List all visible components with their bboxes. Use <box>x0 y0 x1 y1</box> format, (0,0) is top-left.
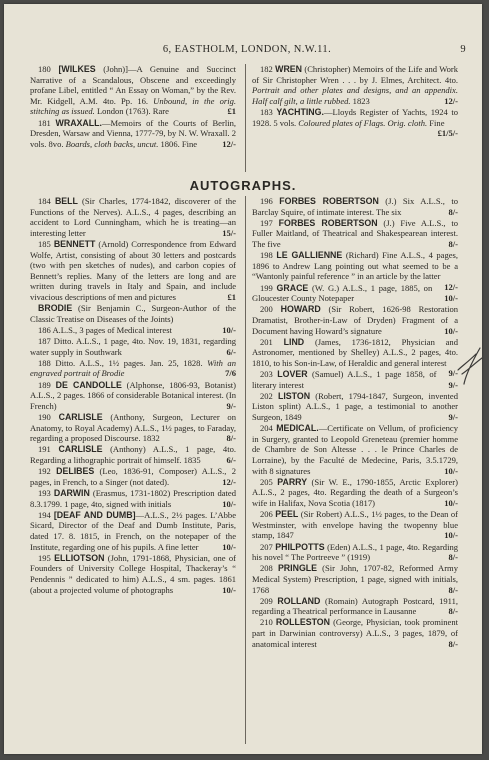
entry-description: (Arnold) Correspondence from Edward Wolfe, Artist, consisting of about 30 letters and postcards (two with pen sketches of nudes), and carbon copies of Bennett’s replies. Many of the letters are long and are written during travels in Italy and Spain, and include vivacious descriptions of men and pictures <box>30 238 236 302</box>
entry-number: 203 <box>260 369 278 380</box>
entry-description: —Memoirs of the Courts of Berlin, Dresden, Warsaw and Vienna, 1777-79, by N. W. Wraxall. 2 vols. 8vo. <box>30 117 236 149</box>
entry-description: (Sir Charles, 1774-1842, discoverer of the Functions of the Nerves). A.L.S., 4 pages, describing an accident to Lord Cunningham, which he is treating—an interesting letter <box>30 196 236 238</box>
entry-number: 205 <box>260 476 278 487</box>
entry-description: —Certificate on Vellum, of proficiency in Surgery, granted to Leopold Greneteau (premier homme de Chambre de Son Altesse . . . le Prince Charles de Lorraine), by the Faculté de Medecine, Paris, 3.5.1729, with 8 signatures <box>252 423 458 476</box>
entry-description: (Sir John, 1707-82, Reformed Army Medical System) Prescription, 1 page, signed with initials, 1768 <box>252 563 458 595</box>
page-header <box>28 44 466 58</box>
entry-description: (George, Physician, took prominent part in Darwinian controversy) A.L.S., 3 pages, 1879, of anatomical interest <box>252 617 458 649</box>
catalogue-entry <box>30 196 236 238</box>
entry-price: 12/- <box>444 95 458 106</box>
catalogue-entry <box>30 118 236 150</box>
catalogue-entry <box>252 304 458 336</box>
entry-price: 8/- <box>448 552 458 563</box>
entry-heading: CARLISLE <box>58 412 103 423</box>
catalogue-entry <box>252 64 458 106</box>
catalogue-entry <box>252 196 458 217</box>
entry-number: 192 <box>38 466 57 477</box>
entry-description: (Richard) Fine A.L.S., 4 pages, 1896 to Andrew Lang pointing out what seemed to be a “Wantonly painful reference ” in an article by the latter <box>252 250 458 282</box>
entry-price: 8/- <box>226 433 236 444</box>
entry-heading: LIND <box>283 336 305 347</box>
catalogue-entry <box>252 283 458 304</box>
entry-heading: FORBES ROBERTSON <box>278 217 378 228</box>
page-header-title: 6, EASTHOLM, LONDON, N.W.11. <box>162 44 332 55</box>
entry-price: £1 <box>227 291 236 302</box>
entry-price: 12/- <box>444 281 458 292</box>
catalogue-entry <box>252 617 458 649</box>
entry-number: 200 <box>260 304 281 315</box>
entry-price: 15/- <box>222 227 236 238</box>
entry-description: (Leo, 1836-91, Composer) A.L.S., 2 pages, in French, to a Singer (not dated). <box>30 466 236 487</box>
entry-price: 10/- <box>444 497 458 508</box>
catalogue-entry <box>30 444 236 465</box>
entry-description: (W. G.) A.L.S., 1 page, 1885, on Gloucester County Notepaper <box>252 282 433 304</box>
entry-price: 10/- <box>222 324 236 335</box>
entry-price: 10/- <box>444 530 458 541</box>
entry-number: 186 <box>38 324 53 335</box>
entry-heading: DARWIN <box>53 487 90 498</box>
entry-heading: BENNETT <box>53 238 96 249</box>
entry-number: 190 <box>38 412 59 423</box>
entry-description: (Christopher) Memoirs of the Life and Work of Sir Christopher Wren . . . by J. Elmes, Architect. 4to. <box>252 64 458 85</box>
entry-description: (Eden) A.L.S., 1 page, 4to. Regarding his novel “ The Portreeve ” (1919) <box>252 541 458 563</box>
entry-description: (Erasmus, 1731-1802) Prescription dated 8.3.1799. 1 page, 4to, signed with initials <box>30 487 236 509</box>
catalogue-entry <box>30 510 236 552</box>
entry-number: 185 <box>38 238 54 249</box>
entry-number: 201 <box>260 336 284 347</box>
entry-number: 198 <box>260 250 277 261</box>
entry-description: (John)]—A Genuine and Succinct Narrative of a Scandalous, Obscene and exceedingly profane Libel, entitled “ An Essay on Woman,” by the Rev. Mr. Kidgell, A.M. 4to. Pp. 16. <box>30 64 236 106</box>
entry-description: (Romain) Autograph Postcard, 1911, regarding a Theatrical performance in Lausanne <box>252 595 458 617</box>
entry-number: 183 <box>260 106 277 117</box>
entry-heading: HOWARD <box>280 304 321 315</box>
entry-heading: FORBES ROBERTSON <box>279 196 379 206</box>
entry-number: 209 <box>260 595 278 606</box>
entry-number: 197 <box>260 217 279 228</box>
entry-date-note: 1806. Fine <box>158 138 198 149</box>
entry-heading: MEDICAL. <box>276 423 319 434</box>
catalogue-entry <box>252 563 458 595</box>
entry-heading: ROLLAND <box>277 595 321 606</box>
entry-price: 10/- <box>222 584 236 595</box>
entry-heading: WREN <box>275 64 303 74</box>
entry-heading: ELLIOTSON <box>54 552 105 563</box>
catalogue-entry <box>30 64 236 117</box>
entry-price: £1 <box>227 106 236 117</box>
entry-price: 8/- <box>448 606 458 617</box>
entry-description: —A.L.S., 2½ pages. L’Abbe Sicard, Director of the Deaf and Dumb Institute, Paris, dated 17. 8. 1815, in French, on the notepaper of the Institute, regarding one of his pupils. A fine letter <box>30 509 236 552</box>
catalogue-entry <box>30 466 236 487</box>
entry-description: (J.) Six A.L.S., to Barclay Squire, of intimate interest. The six <box>252 196 458 217</box>
entry-number: 196 <box>260 196 280 206</box>
entry-number: 189 <box>38 379 56 390</box>
catalogue-entry <box>30 488 236 509</box>
entry-heading: PHILPOTTS <box>275 541 325 552</box>
entry-price: 12/- <box>222 138 236 149</box>
entry-number: 210 <box>260 617 276 628</box>
entry-number: 181 <box>38 117 56 128</box>
entry-heading: GRACE <box>276 282 309 293</box>
entry-heading: YACHTING. <box>276 106 324 117</box>
entry-description: (Sir Benjamin C., Surgeon-Author of the Classic Treatise on Diseases of the Joints) <box>30 303 236 324</box>
entry-number: 206 <box>260 509 276 520</box>
catalogue-entry <box>252 542 458 563</box>
entry-heading: BRODIE <box>38 303 73 314</box>
catalogue-entry <box>252 106 458 139</box>
catalogue-entry <box>30 239 236 303</box>
section-title-autographs: AUTOGRAPHS. <box>189 178 297 193</box>
catalogue-entry <box>252 477 458 509</box>
autographs-left-column <box>30 196 236 596</box>
entry-number: 182 <box>260 64 276 74</box>
entry-heading: [DEAF AND DUMB] <box>53 509 136 520</box>
autographs-column-divider <box>245 196 246 744</box>
entry-price: 9/- <box>448 412 458 423</box>
catalogue-entry <box>252 509 458 541</box>
entry-description: (Anthony) A.L.S., 1 page, 4to. Regarding a lithographic portrait of himself. 1835 <box>30 444 236 465</box>
catalogue-entry <box>30 412 236 444</box>
entry-number: 187 <box>38 336 54 347</box>
entry-heading: DE CANDOLLE <box>55 379 122 390</box>
entry-price: 8/- <box>448 238 458 249</box>
entry-price: 9/- <box>448 379 458 390</box>
entry-description: —Lloyds Register of Yachts, 1924 to 1928. 5 vols. <box>252 106 458 128</box>
entry-description: (Sir W. E., 1790-1855, Arctic Explorer) A.L.S., 2 pages, 4to. Regarding the death of a Surgeon’s wife in Halifax, Nova Scotia (1817) <box>252 476 458 508</box>
entry-description: Ditto. A.L.S., 1½ pages. Jan. 25, 1828. <box>55 357 203 368</box>
top-left-column <box>30 64 236 150</box>
entry-number: 188 <box>38 357 56 368</box>
entry-price: 12/- <box>222 476 236 487</box>
entry-heading: WRAXALL. <box>55 117 102 128</box>
catalogue-entry <box>30 380 236 412</box>
entry-description: A.L.S., 3 pages of Medical interest <box>52 324 172 335</box>
entry-description: (John, 1791-1868, Physician, one of Founders of University College Hospital, Thackeray’s “ Pendennis ” dedicated to him) A.L.S., 4 sm. pages. 1861 (about a projected volume of photographs <box>30 552 236 595</box>
entry-description: (Anthony, Surgeon, Lecturer on Anatomy, to Royal Academy) A.L.S., 1½ pages, to Faraday, regarding a proposed Discourse. 1832 <box>30 412 236 444</box>
entry-date-note: London (1763). Rare <box>94 106 169 117</box>
entry-heading: PEEL <box>275 509 299 520</box>
entry-heading: LOVER <box>277 369 308 380</box>
entry-number: 207 <box>260 541 276 552</box>
entry-binding-note: Unbound, in the orig. stitching as issued. <box>30 95 236 117</box>
catalogue-entry <box>252 218 458 250</box>
entry-number: 204 <box>260 423 277 434</box>
catalogue-entry <box>252 596 458 617</box>
entry-price: 10/- <box>444 465 458 476</box>
top-column-divider <box>245 64 246 172</box>
entry-price: 10/- <box>444 293 458 304</box>
entry-number: 202 <box>260 390 278 401</box>
entry-price: 6/- <box>226 346 236 357</box>
entry-heading: PRINGLE <box>277 563 318 574</box>
entry-date-note: 1823 <box>350 95 370 106</box>
entry-description: (Samuel) A.L.S., 1 page 1858, of literary interest <box>252 369 437 390</box>
entry-price: 8/- <box>448 584 458 595</box>
top-right-column <box>252 64 458 139</box>
catalogue-entry <box>30 358 236 379</box>
entry-heading: DELIBES <box>56 466 95 477</box>
entry-number: 208 <box>260 563 278 574</box>
entry-binding-note: Portrait and other plates and designs, and an appendix. Half calf gilt, a little rubbed. <box>252 85 458 106</box>
entry-date-note: Fine <box>427 117 445 128</box>
entry-heading: LISTON <box>277 390 311 401</box>
entry-number: 193 <box>38 487 54 498</box>
entry-price: 10/- <box>222 498 236 509</box>
entry-price: 9/- <box>448 368 458 379</box>
entry-price: 8/- <box>448 206 458 217</box>
entry-number: 195 <box>38 552 55 563</box>
entry-price: 10/- <box>444 325 458 336</box>
entry-number: 194 <box>38 509 54 520</box>
entry-description: Ditto. A.L.S., 1 page, 4to. Nov. 19, 1831, regarding water supply in Southwark <box>30 336 236 357</box>
catalogue-entry <box>252 369 458 390</box>
catalogue-entry <box>30 553 236 595</box>
catalogue-page <box>4 4 482 754</box>
entry-description: (Sir Robert, 1626-98 Restoration Dramatist, Brother-in-Law of Dryden) Fragment of a Document having Howard’s signature <box>252 304 458 336</box>
catalogue-entry <box>252 391 458 423</box>
entry-binding-note: Boards, cloth backs, uncut. <box>63 138 159 149</box>
entry-number: 184 <box>38 196 55 206</box>
autographs-right-column <box>252 196 458 650</box>
catalogue-entry <box>252 423 458 476</box>
entry-price: 8/- <box>448 638 458 649</box>
entry-number: 191 <box>38 444 59 455</box>
entry-heading: LE GALLIENNE <box>276 250 343 261</box>
entry-heading: ROLLESTON <box>275 617 330 628</box>
entry-heading: [WILKES <box>58 64 96 74</box>
entry-description: (Alphonse, 1806-93, Botanist) A.L.S., 2 pages. 1866 of considerable Botanical interest. (In French) <box>30 379 236 411</box>
entry-price: 10/- <box>222 541 236 552</box>
entry-description: (James, 1736-1812, Physician and Astronomer, mentioned by Shelley) A.L.S., 2 pages, 4to. 1810, to his Son-in-Law, of Heraldic and general interest <box>252 336 458 368</box>
catalogue-entry <box>30 303 236 324</box>
entry-binding-note: Coloured plates of Flags. Orig. cloth. <box>296 117 428 128</box>
page-number: 9 <box>460 44 466 55</box>
pencil-mark-icon <box>454 344 482 388</box>
catalogue-entry <box>30 325 236 336</box>
entry-number: 180 <box>38 64 59 74</box>
entry-description: (Sir Robert) A.L.S., 1½ pages, to the Dean of Westminster, with envelope having the twopenny blue stamp, 1847 <box>252 509 458 541</box>
entry-heading: PARRY <box>277 476 308 487</box>
entry-price: 9/- <box>226 400 236 411</box>
entry-description: (J.) Five A.L.S., to Fuller Maitland, of Theatrical and Shakespearean interest. The five <box>252 217 458 249</box>
entry-price: 7/6 <box>225 368 236 379</box>
entry-binding-note: With an engraved portrait of Brodie <box>30 357 236 379</box>
entry-price: £1/5/- <box>437 128 458 139</box>
entry-description: (Robert, 1794-1847, Surgeon, invented Liston splint) A.L.S., 1 page, a testimonial to another Surgeon, 1849 <box>252 390 458 423</box>
entry-price: 6/- <box>226 455 236 465</box>
entry-heading: CARLISLE <box>58 444 103 455</box>
catalogue-entry <box>30 336 236 357</box>
entry-heading: BELL <box>54 196 78 206</box>
entry-number: 199 <box>260 282 277 293</box>
